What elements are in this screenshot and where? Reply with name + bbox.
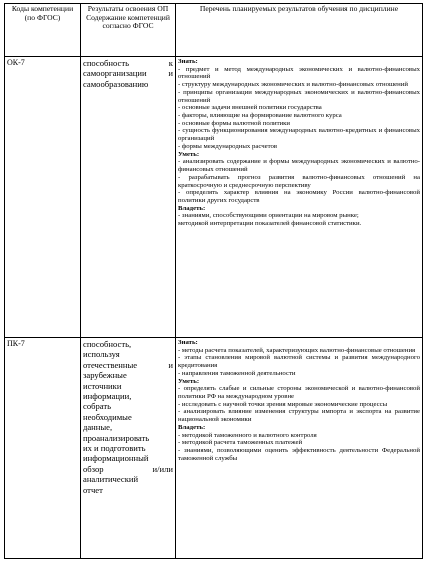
description-line: способность, — [83, 339, 132, 349]
list-item: методикой интерпретации показателей финансовой статистики. — [178, 220, 362, 228]
list-item: - знаниями, способствующими ориентации на мировом рынке; — [178, 212, 359, 220]
table-row — [5, 57, 423, 338]
description-line: отечественные и — [83, 359, 173, 370]
list-item: - основные формы валютной политики — [178, 119, 291, 127]
list-item: - принципы организации международных экономических и валютно-финансовых отношений — [178, 88, 420, 104]
description-line: отчет — [83, 484, 103, 495]
description-line: источники — [83, 380, 122, 391]
description-line: необходимые — [83, 411, 132, 422]
description-line: зарубежные — [83, 370, 127, 381]
description-line: данные, — [83, 422, 113, 433]
section-title: Знать: — [178, 339, 198, 346]
list-item: - разрабатывать прогноз развития валютно-финансовых отношений на краткосрочную и среднесрочную перспективу — [178, 173, 420, 189]
list-item: - направления таможенной деятельности — [178, 369, 296, 377]
description-line: информации, — [83, 391, 132, 402]
competence-description — [81, 338, 176, 559]
list-item: - исследовать с научной точки зрения мировые экономические процессы — [178, 400, 388, 408]
description-line: информационный — [83, 453, 149, 464]
description-line: их и подготовить — [83, 443, 146, 454]
section-title: Уметь: — [178, 150, 200, 158]
list-item: - предмет и метод международных экономических и валютно-финансовых отношений — [178, 65, 420, 81]
competence-code: ПК-7 — [5, 338, 81, 559]
description-line: способность к — [83, 58, 173, 68]
list-item: - структуру международных экономических и валютно-финансовых отношений — [178, 81, 408, 89]
header-competence-code: Коды компетенции (по ФГОС) — [5, 4, 81, 57]
competencies-table — [4, 3, 423, 559]
list-item: - определять характер влияния на экономику России валютно-финансовой политики других государств — [178, 189, 420, 204]
description-line: собрать — [83, 401, 112, 412]
description-line: проанализировать — [83, 432, 150, 443]
list-item: - сущность функционирования международных валютно-кредитных и финансовых организаций — [178, 127, 420, 143]
description-line: самоорганизации и — [83, 68, 173, 79]
list-item: - методикой таможенного и валютного контроля — [178, 431, 317, 439]
competence-code: ОК-7 — [5, 57, 81, 338]
section-title: Владеть: — [178, 423, 206, 431]
table-row — [5, 338, 423, 559]
planned-results — [176, 57, 423, 338]
header-planned-results: Перечень планируемых результатов обучения по дисциплине — [176, 4, 423, 57]
list-item: - анализировать содержание и формы международных экономических и валютно-финансовых отношений — [178, 158, 420, 174]
planned-results — [176, 338, 423, 559]
list-item: - формы международных расчетов — [178, 142, 278, 150]
list-item: - этапы становления мировой валютной системы и развития международного кредитования — [178, 354, 420, 370]
section-title: Владеть: — [178, 204, 206, 212]
list-item: - факторы, влияющие на формирование валютного курса — [178, 112, 342, 120]
header-program-results: Результаты освоения ОП Содержание компетенций согласно ФГОС — [81, 4, 176, 57]
description-line: обзор и/или — [83, 463, 173, 474]
competence-description — [81, 57, 176, 338]
description-line: используя — [83, 349, 120, 360]
list-item: - анализировать влияние изменения структуры импорта и экспорта на развитие национальной экономики — [178, 408, 420, 424]
list-item: - знаниями, позволяющими оценить эффективность деятельности Федеральной таможенной службы — [178, 447, 420, 462]
list-item: - определять слабые и сильные стороны экономической и валютно-финансовой политики РФ на международном уровне — [178, 385, 420, 401]
header-row — [5, 4, 423, 57]
list-item: - основные задачи внешней политики государства — [178, 104, 322, 112]
list-item: - методикой расчета таможенных платежей — [178, 439, 303, 447]
list-item: - методы расчета показателей, характеризующих валютно-финансовые отношения — [178, 346, 416, 354]
section-title: Уметь: — [178, 377, 200, 385]
description-line: аналитический — [83, 474, 139, 485]
description-line: самообразованию — [83, 78, 149, 89]
section-title: Знать: — [178, 58, 198, 65]
